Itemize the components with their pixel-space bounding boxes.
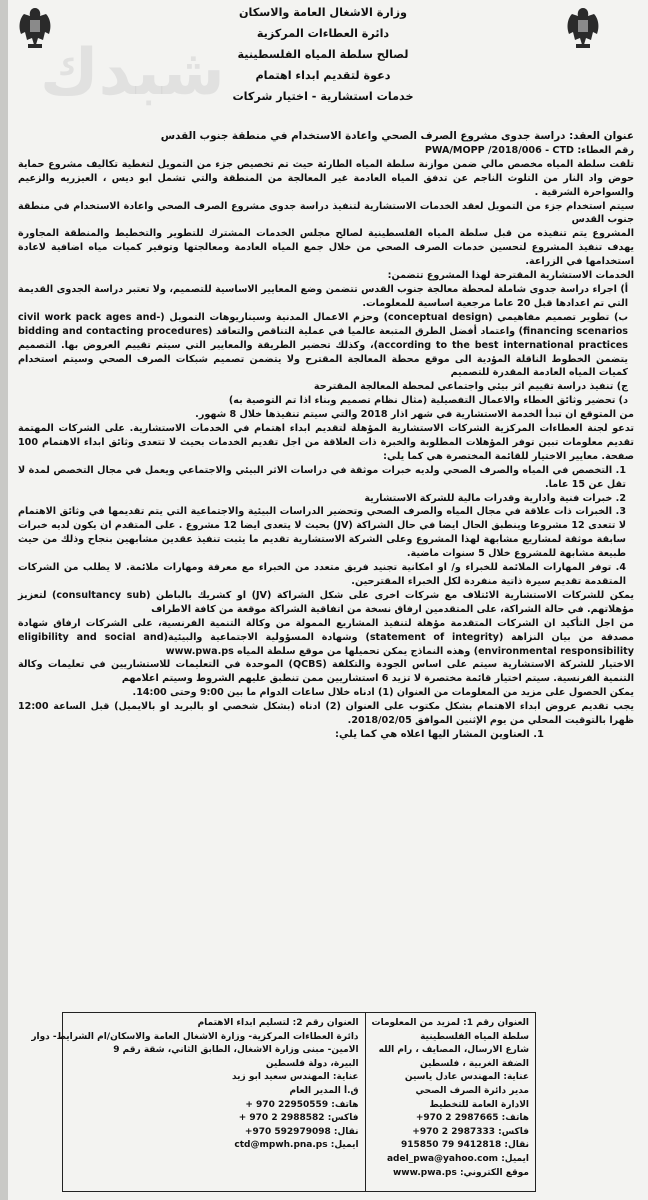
address-street: الامين- مبنى وزارة الاشغال، الطابق الثاني، شقة رقم 9 — [113, 1045, 359, 1056]
list-item: 4. توفر المهارات الملائمة للخبراء و/ او امكانية تجنيد فريق متعدد من الخبراء مع معرفة ومهارات ملائمة. لا يطلب من الشركات المتقدمة تقديم سيرة ذاتية منفردة لكل الخبراء المقترحين. — [18, 562, 626, 587]
address-1 — [365, 1013, 535, 1191]
paragraph: يمكن للشركات الاستشارية الائتلاف مع شركات اخرى على شكل الشراكة (JV) او كشريك بالباطن (consultancy sub) لتعزيز مؤهلاتهم. في حالة الشراكة، على المتقدمين ارفاق نسخة من اتفاقية الشراكة موقعة من كافة الاطراف — [18, 589, 634, 615]
address-email[interactable]: ايميل: adel_pwa@yahoo.com — [386, 1153, 529, 1164]
paragraph: الخدمات الاستشارية المقترحة لهذا المشروع تتضمن: — [387, 270, 634, 282]
palestine-eagle-emblem-icon — [564, 4, 602, 52]
address-title: العنوان رقم 1: لمزيد من المعلومات — [371, 1018, 529, 1028]
paragraph: من اجل التأكيد ان الشركات المتقدمة مؤهلة لتنفيذ المشاريع الممولة من وكالة التنمية الفرنسية، على الشركات ارفاق شهادة مصدقة من بيان النزاهة (statement of integrity) وشهادة المسؤولية الاجتماعية والبيئية(eligibility and social and environmental responsibility) وهذه النماذج يمكن تحميلها من موقع سلطة المياه www.pwa.ps — [18, 617, 634, 657]
address-email[interactable]: ايميل: ctd@mpwh.pna.ps — [234, 1140, 359, 1151]
list-item: ب) تطوير تصميم مفاهيمي (conceptual design) وحزم الاعمال المدنية وسيناريوهات التمويل (-civil work pack ages and financing scenarios) واعتماد أفضل الطرق المتبعة عالميا في عملية التناقص والتعاقد (bidding and contacting procedures according to the best international practices)، وكذلك تحضير الطريقة والمعايير التي سيتم تقييم العروض بها. التصميم يتضمن الخطوط الناقلة المؤدية الى موقع محطة المعالجة المقترح ولا يتضمن تصميم شبكات الصرف الصحي وسيتم استخدام كميات المياه العادمة المقدرة للتصميم — [18, 311, 628, 379]
list-item: أ) اجراء دراسة جدوى شاملة لمحطة معالجة جنوب القدس تتضمن وضع المعايير الاساسية للتصميم، ولا تعتبر دراسة الجدوى القديمة التي تم اعدادها قبل 20 عاما مرجعية اساسية للمعلومات. — [18, 283, 628, 309]
address-fax: فاكس: 2987333 2 970+ — [412, 1126, 529, 1137]
paragraph: من المتوقع ان تبدأ الخدمة الاستشارية في شهر اذار 2018 والتي سيتم تنفيذها خلال 8 شهور. — [195, 409, 634, 421]
watermark: شبدك — [40, 36, 225, 110]
paragraph: تلقت سلطة المياه مخصص مالي ضمن موازنة سلطة المياه الطارئة حيث تم تخصيص جزء من التمويل لتغطية تكاليف مشروع حماية حوض واد النار من التلوث الناجم عن تدفق المياه العادمة غير المعالجة من المنطقة والتي تشمل ابو ديس ، العيزريه والزعيم والسواحرة الشرقية . — [18, 158, 634, 198]
address-phone: هاتف: 22950559 970 + — [245, 1099, 359, 1110]
service-type: خدمات استشارية - اختيار شركات — [232, 90, 414, 103]
list-item: د) تحضير وثائق العطاء والاعمال التفصيلية (مثال نظام تصميم وبناء اذا تم التوصية به) — [228, 395, 628, 407]
contract-subject: عنوان العقد: دراسة جدوى مشروع الصرف الصحي واعادة الاستخدام في منطقة جنوب القدس — [160, 130, 634, 142]
paragraph: تدعو لجنة العطاءات المركزية الشركات الاستشارية المؤهلة لتقديم ابداء اهتمام في الخدمات الاستشارية. على الشركات المهتمة تقديم معلومات تبين توفر المؤهلات المطلوبة والخبرة ذات العلاقة من اجل تقديم الخدمات بحيث لا تتعدى وثائق ابداء الاهتمام 100 صفحة. معايير الاختيار للقائمة المختصرة هي كما يلي: — [18, 423, 634, 462]
addresses-heading: 1. العناوين المشار اليها اعلاه هي كما يلي: — [335, 728, 544, 740]
address-org: سلطة المياه الفلسطينية — [420, 1031, 529, 1042]
list-item: 2. خبرات فنية وادارية وقدرات مالية للشركة الاستشارية — [364, 492, 626, 504]
address-title: العنوان رقم 2: لتسليم ابداء الاهتمام — [197, 1018, 359, 1028]
address-2 — [25, 1013, 364, 1191]
paragraph: سيتم استخدام جزء من التمويل لعقد الخدمات الاستشارية لتنفيذ دراسة جدوى مشروع الصرف الصحي واعادة الاستخدام في منطقة جنوب القدس — [18, 200, 634, 226]
address-dept: الادارة العامة للتخطيط — [429, 1099, 529, 1110]
paragraph: يمكن الحصول على مزيد من المعلومات من العنوان (1) ادناه خلال ساعات الدوام ما بين 9:00 وحتى 14:00. — [132, 687, 634, 699]
ministry-name: وزارة الاشغال العامة والاسكان — [239, 6, 407, 19]
address-attention: عناية: المهندس عادل ياسين — [404, 1072, 529, 1083]
address-phone: هاتف: 2987665 2 970+ — [415, 1113, 529, 1124]
announcement-body — [18, 130, 634, 742]
tender-number: رقم العطاء: PWA/MOPP /2018/006 - CTD — [424, 144, 634, 156]
address-fax: فاكس: 2988582 2 970 + — [238, 1113, 359, 1124]
address-street: شارع الارسال، المصايف ، رام الله — [378, 1045, 529, 1056]
paragraph: المشروع يتم تنفيذه من قبل سلطة المياه الفلسطينية لصالح مجلس الخدمات المشترك للتطوير والتخطيط والمنطقة المجاورة يهدف تنفيذ المشروع لتحسين خدمات الصرف الصحي من خلال جمع المياه العادمة ومعالجتها وتوفير كميات مياه اضافية لاعادة استخدامها في الزراعة. — [18, 228, 634, 268]
list-item: 3. الخبرات ذات علاقة في مجال المياه والصرف الصحي وتحضير الدراسات البيئية والاجتماعية التي يتم تقديمها في وثائق الاهتمام لا تتعدى 12 مشروعا وينطبق الحال ايضا في حال الشراكة (JV) بحيث لا يتعدى ايضا 12 مشروع . على المتقدم ان يكون لديه خبرات سابقة موثقة لمشاريع مشابهة لهذا المشروع وعلى الشركة الاستشارية تقديم ما يثبت تنفيذ عقدين مشابهين بنجاح وذلك من حيث طبيعة مشابهة للمشروع خلال 5 سنوات ماضية. — [18, 506, 626, 560]
beneficiary: لصالح سلطة المياه الفلسطينية — [237, 48, 409, 61]
services-list — [18, 283, 634, 408]
invitation-title: دعوة لتقديم ابداء اهتمام — [255, 69, 391, 82]
criteria-list — [18, 464, 634, 589]
paragraph: الاختيار للشركة الاستشارية سيتم على اساس الجودة والتكلفة (QCBS) الموحدة في التعليمات للاستشاريين في تعليمات وكالة التنمية الفرنسية. سيتم اختيار قائمة مختصرة لا تزيد 6 استشاريين ممن تنطبق عليهم الشروط وسيتم اعلامهم — [18, 659, 635, 685]
department-name: دائرة العطاءات المركزية — [256, 27, 390, 40]
addresses-box — [31, 1012, 536, 1192]
address-attention: عناية: المهندس سعيد ابو زيد — [231, 1072, 359, 1083]
address-mobile: نقال: 592979098 970+ — [244, 1126, 359, 1137]
list-item: 1. التخصص في المياه والصرف الصحي ولديه خبرات موثقة في دراسات الاثر البيئي والاجتماعي ويعمل في مجال التخصص لمدة لا تقل عن 15 عاما. — [18, 464, 626, 490]
address-position: ق.أ المدير العام — [289, 1085, 359, 1096]
address-org: دائرة العطاءات المركزية- وزارة الاشغال العامة والاسكان/ام الشرايط- دوار — [31, 1031, 359, 1042]
address-region: البيرة، دولة فلسطين — [265, 1058, 359, 1069]
list-item: ج) تنفيذ دراسة تقييم اثر بيئي واجتماعي لمحطة المعالجة المقترحة — [313, 381, 628, 393]
address-region: الضفة الغربية ، فلسطين — [419, 1058, 529, 1069]
page-edge — [0, 0, 8, 1200]
paragraph: يجب تقديم عروض ابداء الاهتمام بشكل مكتوب على العنوان (2) ادناه (بشكل شخصي او بالبريد او بالايميل) قبل الساعة 12:00 ظهرا بالتوقيت المحلي من يوم الإثنين الموافق 2018/02/05. — [18, 701, 634, 727]
address-mobile: نقال: 9412818 79 915850 — [400, 1140, 529, 1151]
address-website[interactable]: موقع الكتروني: www.pwa.ps — [392, 1167, 529, 1178]
ministry-header — [198, 2, 448, 107]
address-position: مدير دائرة الصرف الصحي — [415, 1085, 529, 1096]
